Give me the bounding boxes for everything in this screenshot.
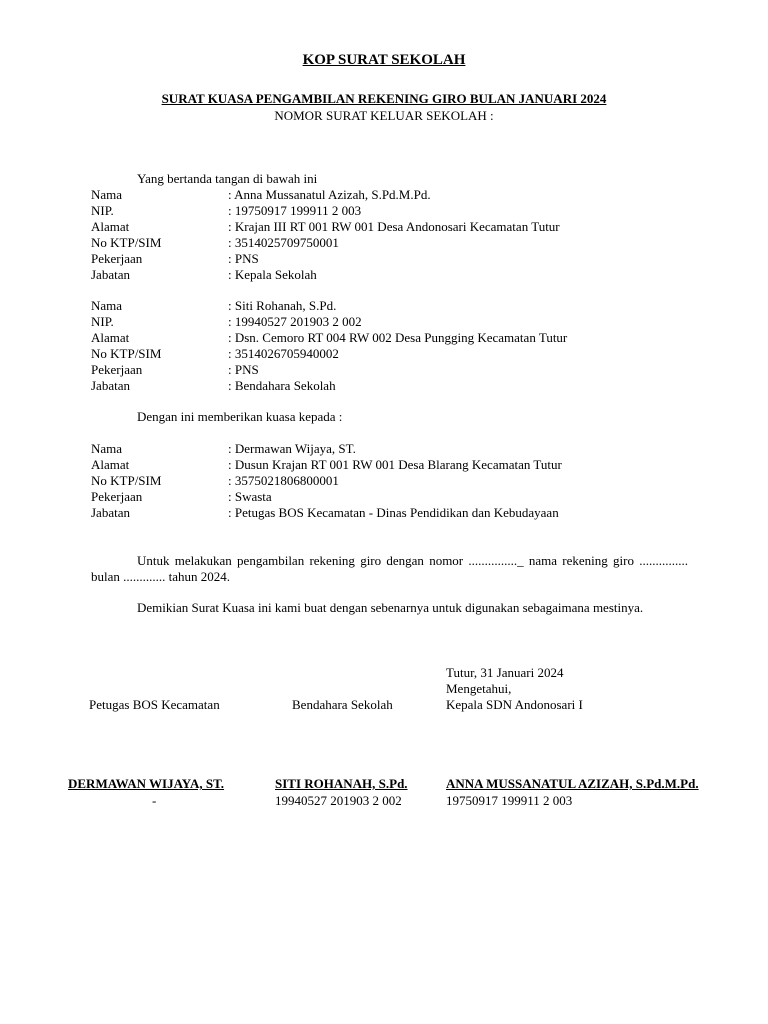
letterhead-title: KOP SURAT SEKOLAH <box>302 52 466 68</box>
person2-nama: : Siti Rohanah, S.Pd. <box>228 298 337 313</box>
label-jabatan: Jabatan <box>91 267 130 282</box>
person2-alamat: : Dsn. Cemoro RT 004 RW 002 Desa Pungging Kecamatan Tutur <box>228 330 568 345</box>
label-nama: Nama <box>91 441 123 456</box>
person3-alamat: : Dusun Krajan RT 001 RW 001 Desa Blarang Kecamatan Tutur <box>228 457 562 472</box>
person2-ktp: : 3514026705940002 <box>228 346 339 361</box>
person2-nip: : 19940527 201903 2 002 <box>228 314 362 329</box>
person1-alamat: : Krajan III RT 001 RW 001 Desa Andonosari Kecamatan Tutur <box>228 219 560 234</box>
person1-pekerjaan: : PNS <box>228 251 259 266</box>
closing-paragraph: Demikian Surat Kuasa ini kami buat dengan sebenarnya untuk digunakan sebagaimana mestinya. <box>137 600 644 615</box>
acknowledged-label: Mengetahui, <box>446 681 512 696</box>
kuasa-intro-text: Dengan ini memberikan kuasa kepada : <box>137 409 343 424</box>
label-ktp: No KTP/SIM <box>91 235 162 250</box>
signer1-name: DERMAWAN WIJAYA, ST. <box>68 776 225 791</box>
letter-title: SURAT KUASA PENGAMBILAN REKENING GIRO BULAN JANUARI 2024 <box>161 91 607 106</box>
signer3-role: Kepala SDN Andonosari I <box>446 697 583 712</box>
person3-ktp: : 3575021806800001 <box>228 473 339 488</box>
signer3-nip: 19750917 199911 2 003 <box>446 793 573 808</box>
label-ktp: No KTP/SIM <box>91 473 162 488</box>
label-nip: NIP. <box>91 314 114 329</box>
place-date: Tutur, 31 Januari 2024 <box>446 665 564 680</box>
label-nip: NIP. <box>91 203 114 218</box>
person3-jabatan: : Petugas BOS Kecamatan - Dinas Pendidikan dan Kebudayaan <box>228 505 559 520</box>
label-ktp: No KTP/SIM <box>91 346 162 361</box>
person1-nama: : Anna Mussanatul Azizah, S.Pd.M.Pd. <box>228 187 431 202</box>
signer1-id: - <box>152 793 157 808</box>
label-alamat: Alamat <box>91 219 130 234</box>
person1-ktp: : 3514025709750001 <box>228 235 339 250</box>
signer1-role: Petugas BOS Kecamatan <box>89 697 220 712</box>
signer2-name: SITI ROHANAH, S.Pd. <box>275 776 408 791</box>
label-pekerjaan: Pekerjaan <box>91 362 143 377</box>
signer2-nip: 19940527 201903 2 002 <box>275 793 402 808</box>
label-pekerjaan: Pekerjaan <box>91 251 143 266</box>
label-alamat: Alamat <box>91 457 130 472</box>
label-alamat: Alamat <box>91 330 130 345</box>
person1-nip: : 19750917 199911 2 003 <box>228 203 362 218</box>
signer2-role: Bendahara Sekolah <box>292 697 393 712</box>
purpose-paragraph: Untuk melakukan pengambilan rekening giro dengan nomor ..............._ nama rekening giro ............... bulan ............. tahun 2024. <box>91 553 688 584</box>
label-pekerjaan: Pekerjaan <box>91 489 143 504</box>
person1-jabatan: : Kepala Sekolah <box>228 267 317 282</box>
label-jabatan: Jabatan <box>91 505 130 520</box>
signer3-name: ANNA MUSSANATUL AZIZAH, S.Pd.M.Pd. <box>446 776 699 791</box>
label-nama: Nama <box>91 298 123 313</box>
person2-jabatan: : Bendahara Sekolah <box>228 378 336 393</box>
label-nama: Nama <box>91 187 123 202</box>
letter-number: NOMOR SURAT KELUAR SEKOLAH : <box>274 108 494 123</box>
label-jabatan: Jabatan <box>91 378 130 393</box>
person2-pekerjaan: : PNS <box>228 362 259 377</box>
intro-text: Yang bertanda tangan di bawah ini <box>137 171 318 186</box>
person3-nama: : Dermawan Wijaya, ST. <box>228 441 356 456</box>
person3-pekerjaan: : Swasta <box>228 489 272 504</box>
